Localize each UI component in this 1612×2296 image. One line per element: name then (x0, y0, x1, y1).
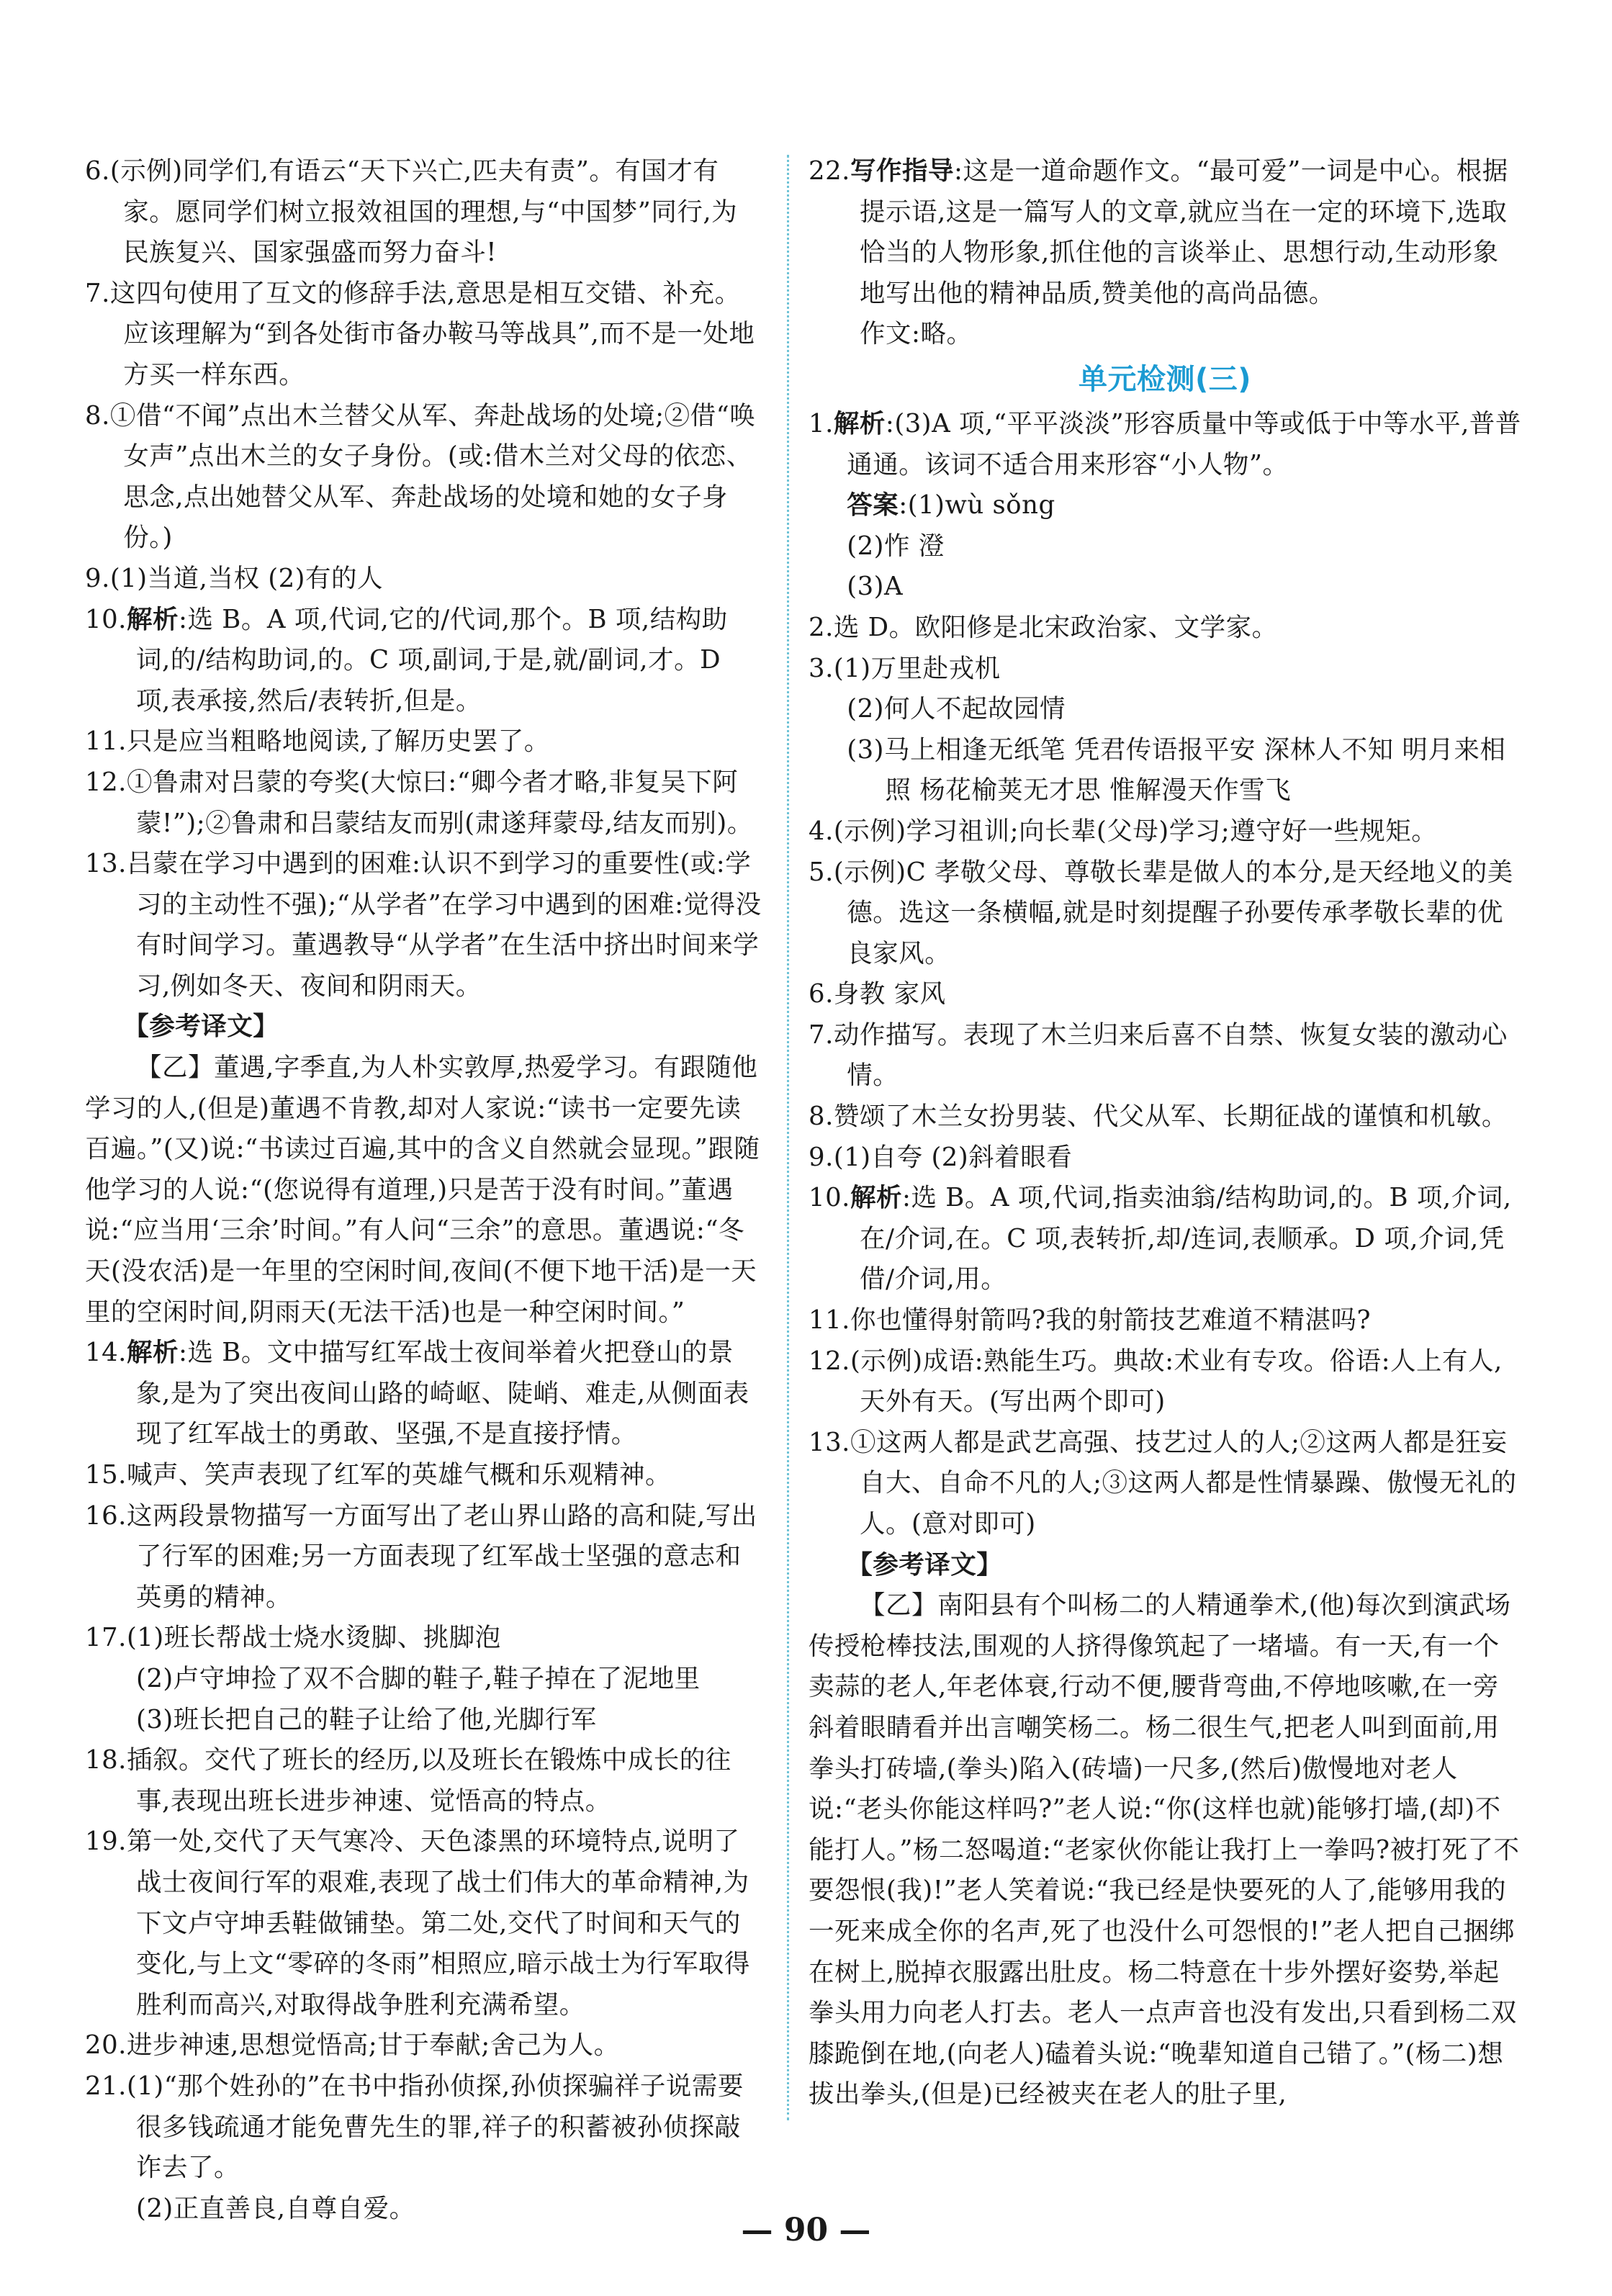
item-text: 7.动作描写。表现了木兰归来后喜不自禁、恢复女装的激动心情。 (809, 1019, 1508, 1091)
answer-item (85, 396, 762, 559)
answer-item (85, 844, 762, 1007)
bold-label: 解析 (833, 408, 886, 438)
answer-item (809, 649, 1521, 690)
item-text: 13.①这两人都是武艺高强、技艺过人的人;②这两人都是狂妄自大、自命不凡的人;③这两人都是性情暴躁、傲慢无礼的人。(意对即可) (809, 1427, 1517, 1539)
item-text: (2)正直善良,自尊自爱。 (136, 2193, 415, 2223)
item-text-rest: :(1)wù sǒng (899, 490, 1055, 521)
item-text: 作文:略。 (860, 319, 973, 349)
item-text: 12.①鲁肃对吕蒙的夸奖(大惊曰:“卿今者才略,非复吴下阿蒙!”);②鲁肃和吕蒙结友而别(肃遂拜蒙母,结友而别)。 (85, 767, 753, 838)
item-text: 21.(1)“那个姓孙的”在书中指孙侦探,孙侦探骗祥子说需要很多钱疏通才能免曹先生的罪,祥子的积蓄被孙侦探敲诈去了。 (85, 2071, 744, 2183)
item-text: 9.(1)自夸 (2)斜着眼看 (809, 1142, 1073, 1172)
item-text-rest: :选 B。A 项,代词,指卖油翁/结构助词,的。B 项,介词,在/介词,在。C 项,表转折,却/连词,表顺承。D 项,介词,凭借/介词,用。 (860, 1183, 1512, 1295)
answer-sub-item (809, 730, 1521, 811)
item-text: 【乙】董遇,字季直,为人朴实敦厚,热爱学习。有跟随他学习的人,(但是)董遇不肯教,却对人家说:“读书一定要先读百遍。”(又)说:“书读过百遍,其中的含义自然就会显现。”跟随他学习的人说:“(您说得有道理,)只是苦于没有时间。”董遇说:“应当用‘三余’时间。”有人问“三余”的意思。董遇说:“冬天(没农活)是一年里的空闲时间,夜间(不便下地干活)是一天里的空闲时间,阴雨天(无法干活)也是一种空闲时间。” (85, 1053, 760, 1327)
left-column (85, 151, 762, 2229)
item-text: 16.这两段景物描写一方面写出了老山界山路的高和陡,写出了行军的困难;另一方面表现了红军战士坚强的意志和英勇的精神。 (85, 1500, 757, 1612)
page-number: — 90 — (741, 2212, 871, 2248)
item-text: (2)怍 澄 (847, 531, 945, 561)
answer-item (85, 721, 762, 762)
bold-label: 解析 (850, 1183, 902, 1213)
answer-sub-item (85, 1659, 762, 1700)
answer-label-line (809, 485, 1521, 526)
item-text: (2)何人不起故园情 (847, 694, 1066, 724)
item-text: (2)卢守坤捡了双不合脚的鞋子,鞋子掉在了泥地里 (136, 1663, 701, 1693)
section-title (809, 358, 1521, 401)
item-text: 18.插叙。交代了班长的经历,以及班长在锻炼中成长的往事,表现出班长进步神速、觉悟高的特点。 (85, 1745, 731, 1816)
answer-item (809, 1097, 1521, 1138)
page-number-value: 90 (783, 2212, 829, 2248)
reference-translation-heading (85, 1007, 762, 1048)
answer-item (809, 1341, 1521, 1423)
item-text-rest: :选 B。文中描写红军战士夜间举着火把登山的景象,是为了突出夜间山路的崎岖、陡峭、难走,从侧面表现了红军战士的勇敢、坚强,不是直接抒情。 (136, 1338, 749, 1449)
answer-sub-item (809, 689, 1521, 730)
item-text: 14. (85, 1338, 127, 1368)
item-text: 20.进步神速,思想觉悟高;甘于奉献;舍己为人。 (85, 2030, 620, 2061)
item-text: 8.赞颂了木兰女扮男装、代父从军、长期征战的谨慎和机敏。 (809, 1102, 1508, 1132)
answer-sub-item (85, 1700, 762, 1741)
answer-item (809, 1015, 1521, 1097)
answer-sub-item (809, 567, 1521, 608)
item-text-rest: :(3)A 项,“平平淡淡”形容质量中等或低于中等水平,普普通通。该词不适合用来形容“小人物”。 (847, 408, 1521, 480)
item-text: 2.选 D。欧阳修是北宋政治家、文学家。 (809, 612, 1278, 642)
item-text: 8.①借“不闻”点出木兰替父从军、奔赴战场的处境;②借“唤女声”点出木兰的女子身份。(或:借木兰对父母的依恋、思念,点出她替父从军、奔赴战场的处境和她的女子身份。) (85, 400, 756, 553)
item-text: 【乙】南阳县有个叫杨二的人精通拳术,(他)每次到演武场传授枪棒技法,围观的人挤得像筑起了一堵墙。有一天,有一个卖蒜的老人,年老体衰,行动不便,腰背弯曲,不停地咳嗽,在一旁斜着眼睛看并出言嘲笑杨二。杨二很生气,把老人叫到面前,用拳头打砖墙,(拳头)陷入(砖墙)一尺多,(然后)傲慢地对老人说:“老头你能这样吗?”老人说:“你(这样也就)能够打墙,(却)不能打人。”杨二怒喝道:“老家伙你能让我打上一拳吗?被打死了不要怨恨(我)!”老人笑着说:“我已经是快要死的人了,能够用我的一死来成全你的名声,死了也没什么可怨恨的!”老人把自己捆绑在树上,脱掉衣服露出肚皮。杨二特意在十步外摆好姿势,举起拳头用力向老人打去。老人一点声音也没有发出,只看到杨二双膝跪倒在地,(向老人)磕着头说:“晚辈知道自己错了。”(杨二)想拔出拳头,(但是)已经被夹在老人的肚子里, (809, 1590, 1520, 2110)
answer-item (809, 974, 1521, 1015)
answer-item (809, 1138, 1521, 1179)
translation-paragraph (809, 1585, 1521, 2115)
bold-label: 答案 (847, 490, 899, 521)
answer-item (809, 404, 1521, 485)
answer-item (85, 559, 762, 600)
bold-label: 写作指导 (850, 156, 954, 186)
answer-item (85, 151, 762, 274)
item-text: 19.第一处,交代了天气寒冷、天色漆黑的环境特点,说明了战士夜间行军的艰难,表现了战士们伟大的革命精神,为下文卢守坤丢鞋做铺垫。第二处,交代了时间和天气的变化,与上文“零碎的冬雨”相照应,暗示战士为行军取得胜利而高兴,对取得战争胜利充满希望。 (85, 1827, 750, 2020)
answer-item (85, 2025, 762, 2066)
translation-paragraph (85, 1048, 762, 1333)
item-text: 10. (809, 1183, 850, 1213)
item-text: (3)A (847, 572, 904, 602)
item-text: 9.(1)当道,当权 (2)有的人 (85, 563, 384, 593)
answer-item (85, 1822, 762, 2025)
answer-item (809, 151, 1521, 314)
answer-item (809, 1178, 1521, 1300)
item-text: 7.这四句使用了互文的修辞手法,意思是相互交错、补充。应该理解为“到各处街市备办鞍马等战具”,而不是一处地方买一样东西。 (85, 278, 755, 390)
answer-item (809, 1423, 1521, 1545)
answer-sub-item (809, 526, 1521, 567)
bold-label: 解析 (126, 1338, 179, 1368)
item-text: 6.身教 家风 (809, 979, 946, 1009)
answer-item (85, 274, 762, 396)
reference-translation-heading (809, 1545, 1521, 1586)
answer-item (85, 1618, 762, 1659)
answer-item (809, 608, 1521, 649)
answer-item (85, 1455, 762, 1496)
item-text: 【参考译文】 (123, 1012, 279, 1042)
answer-item (85, 2066, 762, 2189)
item-text: 11.只是应当粗略地阅读,了解历史罢了。 (85, 726, 550, 757)
item-text: (3)马上相逢无纸笔 凭君传语报平安 深林人不知 明月来相照 杨花榆荚无才思 惟解漫天作雪飞 (847, 734, 1506, 806)
item-text: 【参考译文】 (847, 1549, 1003, 1580)
item-text: 6.(示例)同学们,有语云“天下兴亡,匹夫有责”。有国才有家。愿同学们树立报效祖国的理想,与“中国梦”同行,为民族复兴、国家强盛而努力奋斗! (85, 156, 738, 268)
item-text: 22. (809, 156, 850, 186)
item-text: 3.(1)万里赴戎机 (809, 653, 1001, 683)
item-text: 单元检测(三) (1078, 362, 1252, 396)
item-text: 15.喊声、笑声表现了红军的英雄气概和乐观精神。 (85, 1460, 671, 1490)
item-text: 11.你也懂得射箭吗?我的射箭技艺难道不精湛吗? (809, 1305, 1372, 1336)
answer-item (809, 1300, 1521, 1341)
column-divider (787, 155, 789, 2120)
item-text: 1. (809, 408, 834, 438)
answer-sub-item (809, 314, 1521, 355)
answer-item (809, 811, 1521, 852)
answer-item (85, 1333, 762, 1455)
item-text-rest: :选 B。A 项,代词,它的/代词,那个。B 项,结构助词,的/结构助词,的。C 项,副词,于是,就/副词,才。D 项,表承接,然后/表转折,但是。 (136, 604, 728, 716)
answer-item (85, 1740, 762, 1822)
item-text: (3)班长把自己的鞋子让给了他,光脚行军 (136, 1704, 597, 1734)
item-text: 10. (85, 604, 127, 634)
item-text: 4.(示例)学习祖训;向长辈(父母)学习;遵守好一些规矩。 (809, 816, 1438, 846)
bold-label: 解析 (126, 604, 179, 634)
item-text-rest: :这是一道命题作文。“最可爱”一词是中心。根据提示语,这是一篇写人的文章,就应当在一定的环境下,选取恰当的人物形象,抓住他的言谈举止、思想行动,生动形象地写出他的精神品质,赞美他的高尚品德。 (860, 156, 1508, 308)
item-text: 5.(示例)C 孝敬父母、尊敬长辈是做人的本分,是天经地义的美德。选这一条横幅,就是时刻提醒子孙要传承孝敬长辈的优良家风。 (809, 857, 1513, 968)
item-text: 12.(示例)成语:熟能生巧。典故:术业有专攻。俗语:人上有人,天外有天。(写出两个即可) (809, 1346, 1503, 1417)
answer-item (85, 1496, 762, 1619)
answer-item (85, 600, 762, 722)
item-text: 13.吕蒙在学习中遇到的困难:认识不到学习的重要性(或:学习的主动性不强);“从学者”在学习中遇到的困难:觉得没有时间学习。董遇教导“从学者”在生活中挤出时间来学习,例如冬天、夜间和阴雨天。 (85, 849, 762, 1001)
answer-item (85, 762, 762, 844)
item-text: 17.(1)班长帮战士烧水烫脚、挑脚泡 (85, 1623, 501, 1653)
answer-item (809, 852, 1521, 975)
right-column (809, 151, 1521, 2115)
